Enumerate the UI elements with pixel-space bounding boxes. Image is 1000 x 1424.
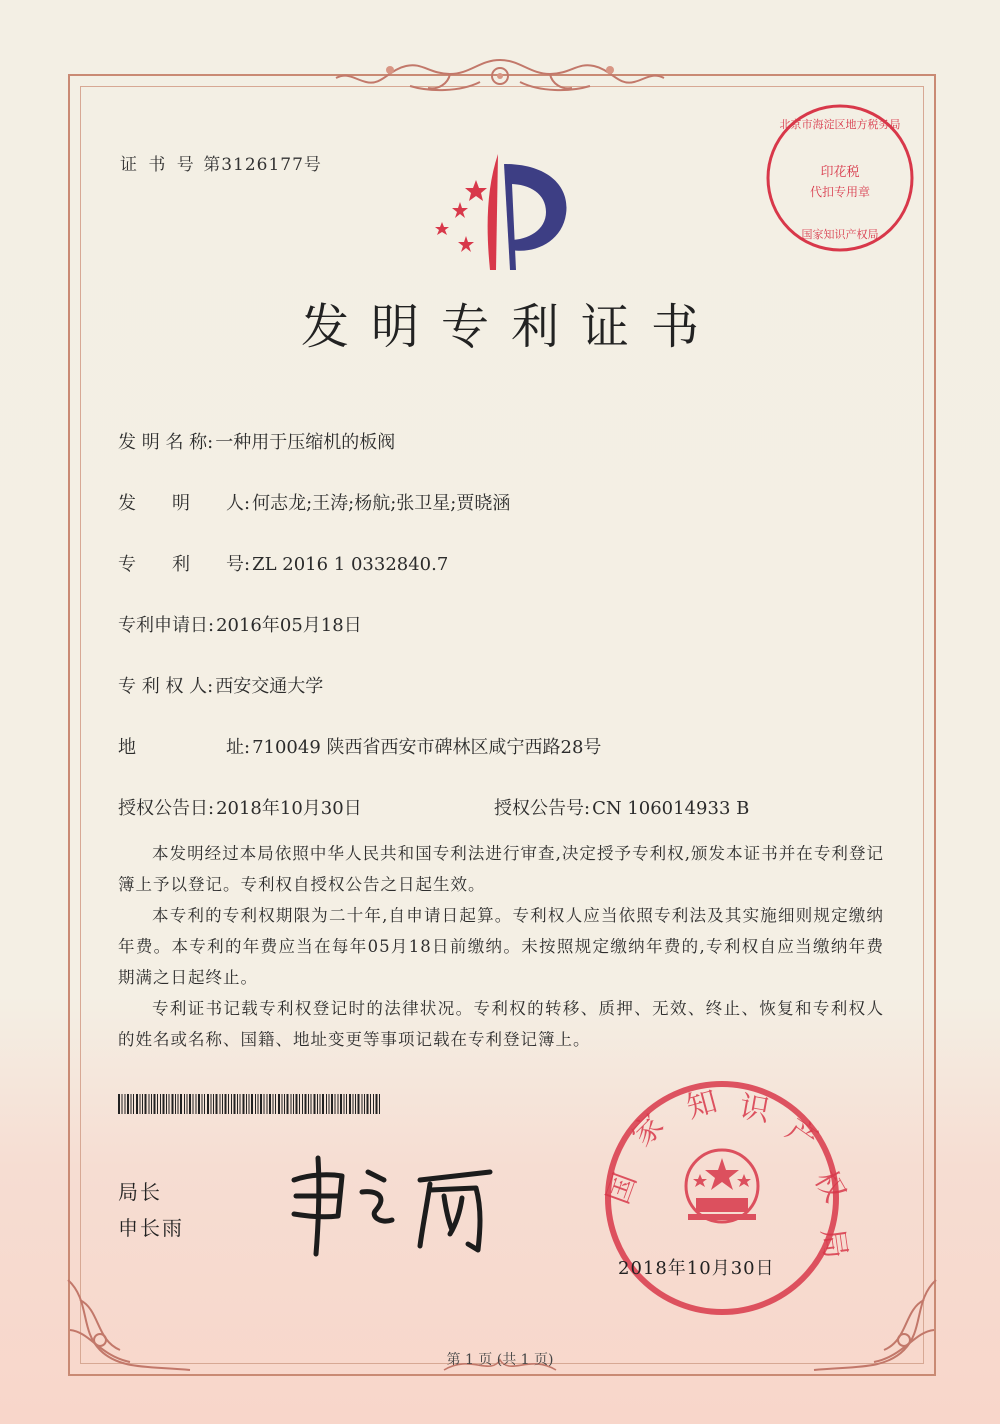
seal-date: 2018年10月30日 xyxy=(618,1258,775,1279)
barcode-bar xyxy=(213,1094,214,1114)
barcode-bar xyxy=(136,1094,138,1114)
barcode-bar xyxy=(222,1094,223,1114)
director-name: 申长雨 xyxy=(118,1216,184,1240)
barcode-bar xyxy=(287,1094,289,1114)
barcode-bar xyxy=(358,1094,360,1114)
barcode-bar xyxy=(255,1094,256,1114)
barcode-bar xyxy=(326,1094,327,1114)
field-label: 发 明 人: xyxy=(118,493,251,514)
barcode-bar xyxy=(178,1094,179,1114)
barcode-bar xyxy=(362,1094,363,1114)
page-number: 第 1 页 (共 1 页) xyxy=(446,1352,554,1368)
barcode-bar xyxy=(175,1094,176,1114)
barcode-bar xyxy=(187,1094,188,1114)
barcode-bar xyxy=(317,1094,318,1114)
svg-text:识: 识 xyxy=(736,1089,773,1130)
barcode-bar xyxy=(311,1094,312,1114)
barcode-bar xyxy=(198,1094,200,1114)
barcode-bar xyxy=(243,1094,245,1114)
barcode-bar xyxy=(269,1094,271,1114)
field-application-date xyxy=(118,611,362,637)
paragraph: 本发明经过本局依照中华人民共和国专利法进行审查,决定授予专利权,颁发本证书并在专利登记簿上予以登记。专利权自授权公告之日起生效。 xyxy=(118,844,884,894)
barcode-bar xyxy=(127,1094,129,1114)
barcode-bar xyxy=(204,1094,205,1114)
paragraph: 专利证书记载专利权登记时的法律状况。专利权的转移、质押、无效、终止、恢复和专利权人的姓名或名称、国籍、地址变更等事项记载在专利登记簿上。 xyxy=(118,999,884,1049)
barcode-bar xyxy=(211,1094,212,1114)
field-value: 2016年05月18日 xyxy=(216,615,362,636)
barcode-bar xyxy=(202,1094,203,1114)
barcode-bar xyxy=(308,1094,309,1114)
field-invention-name xyxy=(118,428,395,454)
patent-office-seal xyxy=(592,1078,944,1318)
svg-text:国家知识产权局: 国家知识产权局 xyxy=(801,228,879,241)
barcode-bar xyxy=(140,1094,141,1114)
barcode-bar xyxy=(267,1094,268,1114)
barcode-bar xyxy=(344,1094,345,1114)
field-patentee xyxy=(118,672,323,698)
field-value: 何志龙;王涛;杨航;张卫星;贾晓涵 xyxy=(252,493,511,514)
field-inventors xyxy=(118,489,510,515)
barcode-bar xyxy=(284,1094,285,1114)
field-label: 专利申请日: xyxy=(118,615,215,636)
barcode-bar xyxy=(355,1094,356,1114)
field-label: 专 利 权 人: xyxy=(118,676,214,697)
barcode-bar xyxy=(331,1094,333,1114)
field-announcement-date xyxy=(118,794,362,820)
director-signature xyxy=(280,1150,510,1260)
barcode-bar xyxy=(157,1094,158,1114)
barcode-bar xyxy=(320,1094,321,1114)
barcode-bar xyxy=(305,1094,307,1114)
patent-office-emblem xyxy=(420,150,580,280)
svg-text:局: 局 xyxy=(814,1226,853,1261)
barcode-bar xyxy=(149,1094,150,1114)
barcode-bar xyxy=(364,1094,365,1114)
barcode-bar xyxy=(349,1094,351,1114)
barcode-bar xyxy=(169,1094,170,1114)
barcode-bar xyxy=(131,1094,132,1114)
barcode-bar xyxy=(180,1094,182,1114)
barcode-bar xyxy=(145,1094,147,1114)
barcode-bar xyxy=(225,1094,227,1114)
barcode xyxy=(118,1094,380,1114)
barcode-bar xyxy=(231,1094,232,1114)
field-patent-number xyxy=(118,550,448,576)
barcode-bar xyxy=(193,1094,194,1114)
field-value: ZL 2016 1 0332840.7 xyxy=(252,554,449,575)
barcode-bar xyxy=(163,1094,165,1114)
barcode-bar xyxy=(346,1094,347,1114)
barcode-bar xyxy=(207,1094,209,1114)
barcode-bar xyxy=(246,1094,247,1114)
field-value: 2018年10月30日 xyxy=(216,798,362,819)
barcode-bar xyxy=(335,1094,336,1114)
barcode-bar xyxy=(278,1094,280,1114)
barcode-bar xyxy=(299,1094,300,1114)
field-value: CN 106014933 B xyxy=(592,798,750,819)
barcode-bar xyxy=(353,1094,354,1114)
barcode-bar xyxy=(291,1094,292,1114)
barcode-bar xyxy=(376,1094,378,1114)
barcode-bar xyxy=(293,1094,294,1114)
barcode-bar xyxy=(142,1094,143,1114)
barcode-bar xyxy=(249,1094,250,1114)
barcode-bar xyxy=(367,1094,369,1114)
barcode-bar xyxy=(234,1094,236,1114)
barcode-bar xyxy=(373,1094,374,1114)
barcode-bar xyxy=(338,1094,339,1114)
barcode-bar xyxy=(273,1094,274,1114)
field-announcement-number xyxy=(494,794,749,820)
paragraph: 本专利的专利权期限为二十年,自申请日起算。专利权人应当依照专利法及其实施细则规定缴纳年费。本专利的年费应当在每年05月18日前缴纳。未按照规定缴纳年费的,专利权自应当缴纳年费期满之日起终止。 xyxy=(118,906,884,987)
barcode-bar xyxy=(275,1094,276,1114)
barcode-bar xyxy=(216,1094,218,1114)
barcode-bar xyxy=(260,1094,262,1114)
field-value: 一种用于压缩机的板阀 xyxy=(215,432,396,453)
certificate-title: 发明专利证书 xyxy=(300,299,721,355)
certificate-number-label: 证 书 号 xyxy=(120,155,197,175)
body-text xyxy=(118,838,884,1055)
certificate-number xyxy=(120,150,322,175)
field-value: 710049 陕西省西安市碑林区咸宁西路28号 xyxy=(252,737,602,758)
svg-text:权: 权 xyxy=(807,1164,853,1208)
field-label: 授权公告号: xyxy=(494,798,591,819)
svg-text:代扣专用章: 代扣专用章 xyxy=(809,185,871,199)
barcode-bar xyxy=(160,1094,161,1114)
barcode-bar xyxy=(251,1094,253,1114)
barcode-bar xyxy=(184,1094,185,1114)
barcode-bar xyxy=(282,1094,283,1114)
barcode-bar xyxy=(258,1094,259,1114)
certificate-number-value: 第3126177号 xyxy=(203,155,322,175)
barcode-bar xyxy=(228,1094,229,1114)
barcode-bar xyxy=(340,1094,342,1114)
barcode-bar xyxy=(154,1094,156,1114)
field-value: 西安交通大学 xyxy=(215,676,324,697)
barcode-bar xyxy=(240,1094,241,1114)
field-label: 发 明 名 称: xyxy=(118,432,214,453)
barcode-bar xyxy=(296,1094,298,1114)
field-address xyxy=(118,733,601,759)
barcode-bar xyxy=(314,1094,316,1114)
svg-text:产: 产 xyxy=(779,1111,825,1158)
barcode-bar xyxy=(133,1094,134,1114)
barcode-bar xyxy=(370,1094,371,1114)
barcode-bar xyxy=(196,1094,197,1114)
director-title: 局长 xyxy=(118,1180,162,1204)
barcode-bar xyxy=(166,1094,167,1114)
field-label: 地 址: xyxy=(118,737,251,758)
barcode-bar xyxy=(237,1094,238,1114)
barcode-bar xyxy=(220,1094,221,1114)
barcode-bar xyxy=(264,1094,265,1114)
svg-text:印花税: 印花税 xyxy=(820,165,860,180)
svg-text:国: 国 xyxy=(600,1168,644,1209)
barcode-bar xyxy=(302,1094,303,1114)
barcode-bar xyxy=(151,1094,152,1114)
barcode-bar xyxy=(329,1094,330,1114)
barcode-bar xyxy=(322,1094,324,1114)
barcode-bar xyxy=(122,1094,123,1114)
top-ornament xyxy=(330,52,670,112)
barcode-bar xyxy=(118,1094,120,1114)
barcode-bar xyxy=(189,1094,191,1114)
svg-text:北京市海淀区地方税务局: 北京市海淀区地方税务局 xyxy=(779,118,901,131)
svg-text:知: 知 xyxy=(683,1084,722,1126)
barcode-bar xyxy=(125,1094,126,1114)
barcode-bar xyxy=(379,1094,380,1114)
tax-stamp-seal xyxy=(760,98,920,258)
svg-text:家: 家 xyxy=(624,1107,671,1154)
field-label: 授权公告日: xyxy=(118,798,215,819)
barcode-bar xyxy=(172,1094,174,1114)
field-label: 专 利 号: xyxy=(118,554,251,575)
